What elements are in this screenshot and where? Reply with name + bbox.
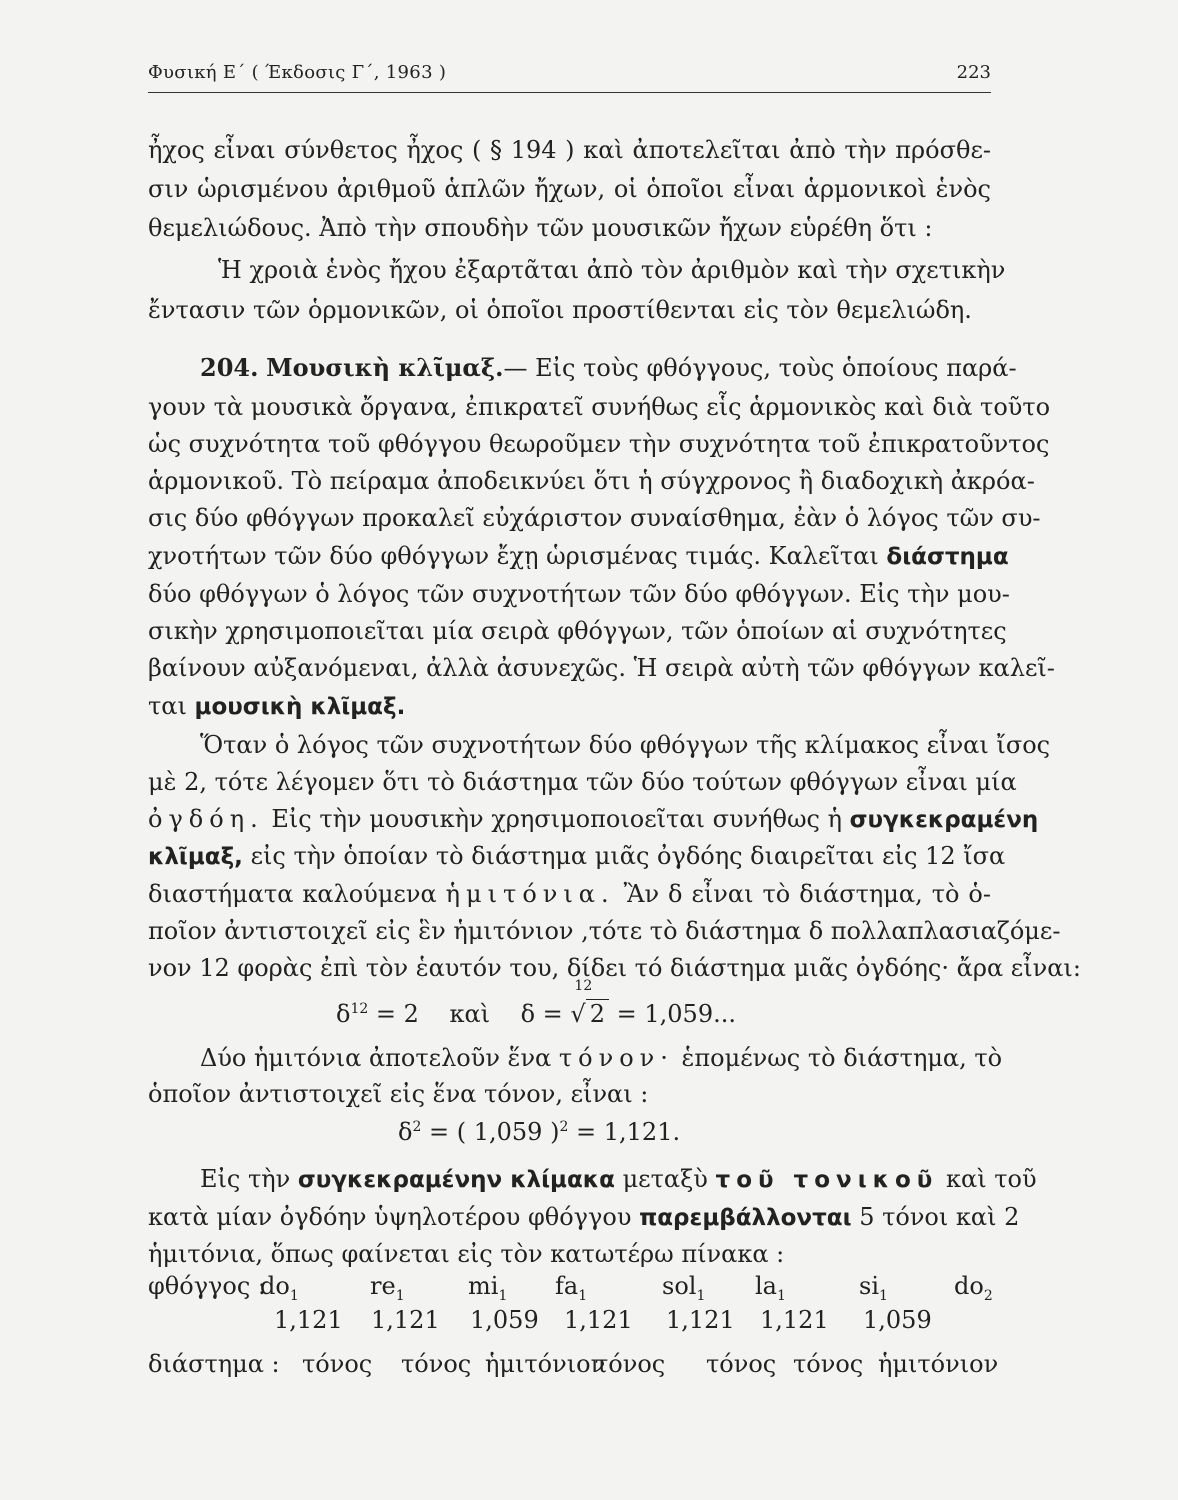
eq-and: καὶ [449,1000,491,1028]
note-cell [370,1272,405,1304]
text-span: Εἰς τὴν μουσικὴν χρησιμοποιοεῖται συνήθως ἡ [271,805,842,833]
note-cell [954,1272,993,1304]
term-klimax: κλῖμαξ, [148,844,243,870]
text-line [148,538,1009,575]
ratio-cell: 1,059 [470,1306,539,1334]
text-span: εἰς τὴν ὁποίαν τὸ διάστημα μιᾶς ὀγδόης διαιρεῖται εἰς 12 ἴσα [250,842,1006,870]
interval-cell: ἡμιτόνιον [485,1350,606,1378]
note-cell [260,1272,299,1304]
term-synkekramene: συγκεκραμένη [849,807,1039,833]
text-span: κατὰ μίαν ὀγδόην ὑψηλοτέρου φθόγγου [148,1203,632,1231]
interval-cell: ἡμιτόνιον [878,1350,999,1378]
term-synkekramenen-klimaka: συγκεκραμένην κλίμακα [297,1167,615,1193]
text-line [148,1199,1020,1236]
text-line: σικὴν χρησιμοποιεῖται μία σειρὰ φθόγγων, τῶν ὁποίων αἱ συχνότητες [148,617,1007,645]
interval-cell: τόνος [706,1350,777,1378]
text-line [200,1161,1037,1198]
text-line: ποῖον ἀντιστοιχεῖ εἰς ἓν ἡμιτόνιον ,τότε τὸ διάστημα δ πολλαπλασιαζόμε- [148,917,1061,945]
note-sub: 1 [395,1287,405,1304]
notes-label: φθόγγος : [148,1272,266,1300]
text-line: ὁποῖον ἀντιστοιχεῖ εἰς ἕνα τόνον, εἶναι : [148,1080,649,1108]
text-line: γουν τὰ μουσικὰ ὄργανα, ἐπικρατεῖ συνήθως εἷς ἁρμονικὸς καὶ διὰ τοῦτο [148,393,1051,421]
page-header [148,62,991,93]
eq-lhs-exp: 12 [350,1001,369,1017]
eq-d: δ = [520,1000,563,1028]
text-line: νον 12 φορὰς ἐπὶ τὸν ἑαυτόν του, δίδει τό διάστημα μιᾶς ὀγδόης· ἄρα εἶναι: [148,954,1081,982]
text-line: μὲ 2, τότε λέγομεν ὅτι τὸ διάστημα τῶν δύο τούτων φθόγγων εἶναι μία [148,768,1017,796]
text-span: ται [148,692,187,720]
interval-cell: τόνος [302,1350,373,1378]
text-span: 5 τόνοι καὶ 2 [859,1203,1020,1231]
text-span: Δύο ἡμιτόνια ἀποτελοῦν ἕνα [200,1044,552,1072]
note-cell [662,1272,706,1304]
equation-tone [398,1118,680,1146]
ratio-cell: 1,121 [564,1306,633,1334]
text-line [148,688,991,725]
note-cell [468,1272,508,1304]
ratio-cell: 1,121 [666,1306,735,1334]
eq2-result: = 1,121. [576,1118,681,1146]
term-paremballontai: παρεμβάλλονται [639,1205,852,1231]
note-name: si [859,1272,879,1300]
note-sub: 1 [289,1287,299,1304]
text-line: σιν ὡρισμένου ἀριθμοῦ ἁπλῶν ἤχων, οἱ ὁποῖοι εἶναι ἁρμονικοὶ ἑνὸς [148,175,991,203]
term-tonikou: τοῦ τονικοῦ [715,1167,939,1193]
text-span: ἑπομένως τὸ διάστημα, τὸ [681,1044,1003,1072]
text-line [148,801,1039,838]
eq2-base: δ [398,1118,413,1146]
note-sub: 1 [696,1287,706,1304]
text-line: ὡς συχνότητα τοῦ φθόγγου θεωροῦμεν τὴν συχνότητα τοῦ ἐπικρατοῦντος [148,430,1050,458]
ratio-cell: 1,121 [371,1306,440,1334]
text-span: διαστήματα καλούμενα [148,880,437,908]
eq2-exp2: 2 [559,1119,569,1135]
equation-semitone [336,978,736,1028]
note-name: la [755,1272,777,1300]
eq-lhs-base: δ [336,1000,351,1028]
text-line: ἔντασιν τῶν ὁρμονικῶν, οἱ ὁποῖοι προστίθενται εἰς τὸν θεμελιώδη. [148,296,972,324]
eq-lhs-val: = 2 [375,1000,419,1028]
section-number: 204. [200,353,259,382]
text-line: δύο φθόγγων ὁ λόγος τῶν συχνοτήτων τῶν δύο φθόγγων. Εἰς τὴν μου- [148,580,1010,608]
ratio-cell: 1,059 [863,1306,932,1334]
text-line: Ὅταν ὁ λόγος τῶν συχνοτήτων δύο φθόγγων τῆς κλίμακος εἶναι ἴσος [200,731,1051,759]
note-name: re [370,1272,396,1300]
note-name: mi [468,1272,499,1300]
ratio-cell: 1,121 [760,1306,829,1334]
section-heading-line [200,350,1017,386]
eq-result: = 1,059... [616,1000,736,1028]
text-span: καὶ τοῦ [945,1165,1037,1193]
interval-cell: τόνος [401,1350,472,1378]
note-name: do [954,1272,984,1300]
eq2-exp: 2 [412,1119,422,1135]
note-sub: 2 [983,1287,993,1304]
note-name: fa [555,1272,579,1300]
note-sub: 1 [776,1287,786,1304]
text-line: ἦχος εἶναι σύνθετος ἦχος ( § 194 ) καὶ ἀποτελεῖται ἀπὸ τὴν πρόσθε- [148,136,991,164]
running-title: Φυσική Ε΄ ( Έκδοσις Γ΄, 1963 ) [148,62,447,83]
text-line: θεμελιώδους. Ἀπὸ τὴν σπουδὴν τῶν μουσικῶν ἤχων εὑρέθη ὅτι : [148,214,933,242]
text-line: ἁρμονικοῦ. Τὸ πείραμα ἀποδεικνύει ὅτι ἡ σύγχρονος ἢ διαδοχικὴ ἀκρόα- [148,467,1035,495]
interval-label: διάστημα : [148,1350,280,1378]
note-name: sol [662,1272,697,1300]
text-span: — Εἰς τοὺς φθόγγους, τοὺς ὁποίους παρά- [503,354,1017,382]
text-span: Ἂν δ εἶναι τὸ διάστημα, τὸ ὁ- [623,880,991,908]
term-hemitonia: ἡμιτόνια. [445,880,615,908]
note-cell [859,1272,888,1304]
note-cell [755,1272,786,1304]
note-name: do [260,1272,290,1300]
text-span: μεταξὺ [622,1165,708,1193]
page-number: 223 [956,62,991,83]
text-line: Ἡ χροιὰ ἑνὸς ἤχου ἐξαρτᾶται ἀπὸ τὸν ἀριθμὸν καὶ τὴν σχετικὴν [218,256,1006,284]
term-diastema: διάστημα [886,544,1009,570]
text-line [148,838,1006,875]
term-ogdoe: ὀγδόη. [148,805,264,833]
text-line: βαίνουν αὐξανόμεναι, ἀλλὰ ἀσυνεχῶς. Ἡ σειρὰ αὐτὴ τῶν φθόγγων καλεῖ- [148,654,1055,682]
section-title: Μουσικὴ κλῖμαξ. [266,353,504,382]
note-sub: 1 [879,1287,888,1304]
root-sign: 12 √ 2 [570,1000,609,1028]
interval-cell: τόνος [793,1350,864,1378]
text-line [200,1040,1003,1076]
text-line [148,876,991,912]
root-index: 12 [574,978,593,994]
note-cell [555,1272,588,1304]
term-tonos: τόνον· [558,1044,674,1072]
note-sub: 1 [578,1287,588,1304]
note-sub: 1 [498,1287,508,1304]
eq2-mid: = ( 1,059 ) [429,1118,560,1146]
note-interval-table [148,1272,999,1392]
text-span: χνοτήτων τῶν δύο φθόγγων ἔχῃ ὡρισμένας τιμάς. Καλεῖται [148,542,879,570]
term-mousike-klimax: μουσικὴ κλῖμαξ. [194,694,406,720]
radicand: 2 [586,999,609,1028]
text-span: Εἰς τὴν [200,1165,291,1193]
text-line: ἡμιτόνια, ὅπως φαίνεται εἰς τὸν κατωτέρω πίνακα : [148,1240,785,1268]
ratio-cell: 1,121 [274,1306,343,1334]
text-line: σις δύο φθόγγων προκαλεῖ εὐχάριστον συναίσθημα, ἐὰν ὁ λόγος τῶν συ- [148,504,1041,532]
interval-cell: τόνος [595,1350,666,1378]
